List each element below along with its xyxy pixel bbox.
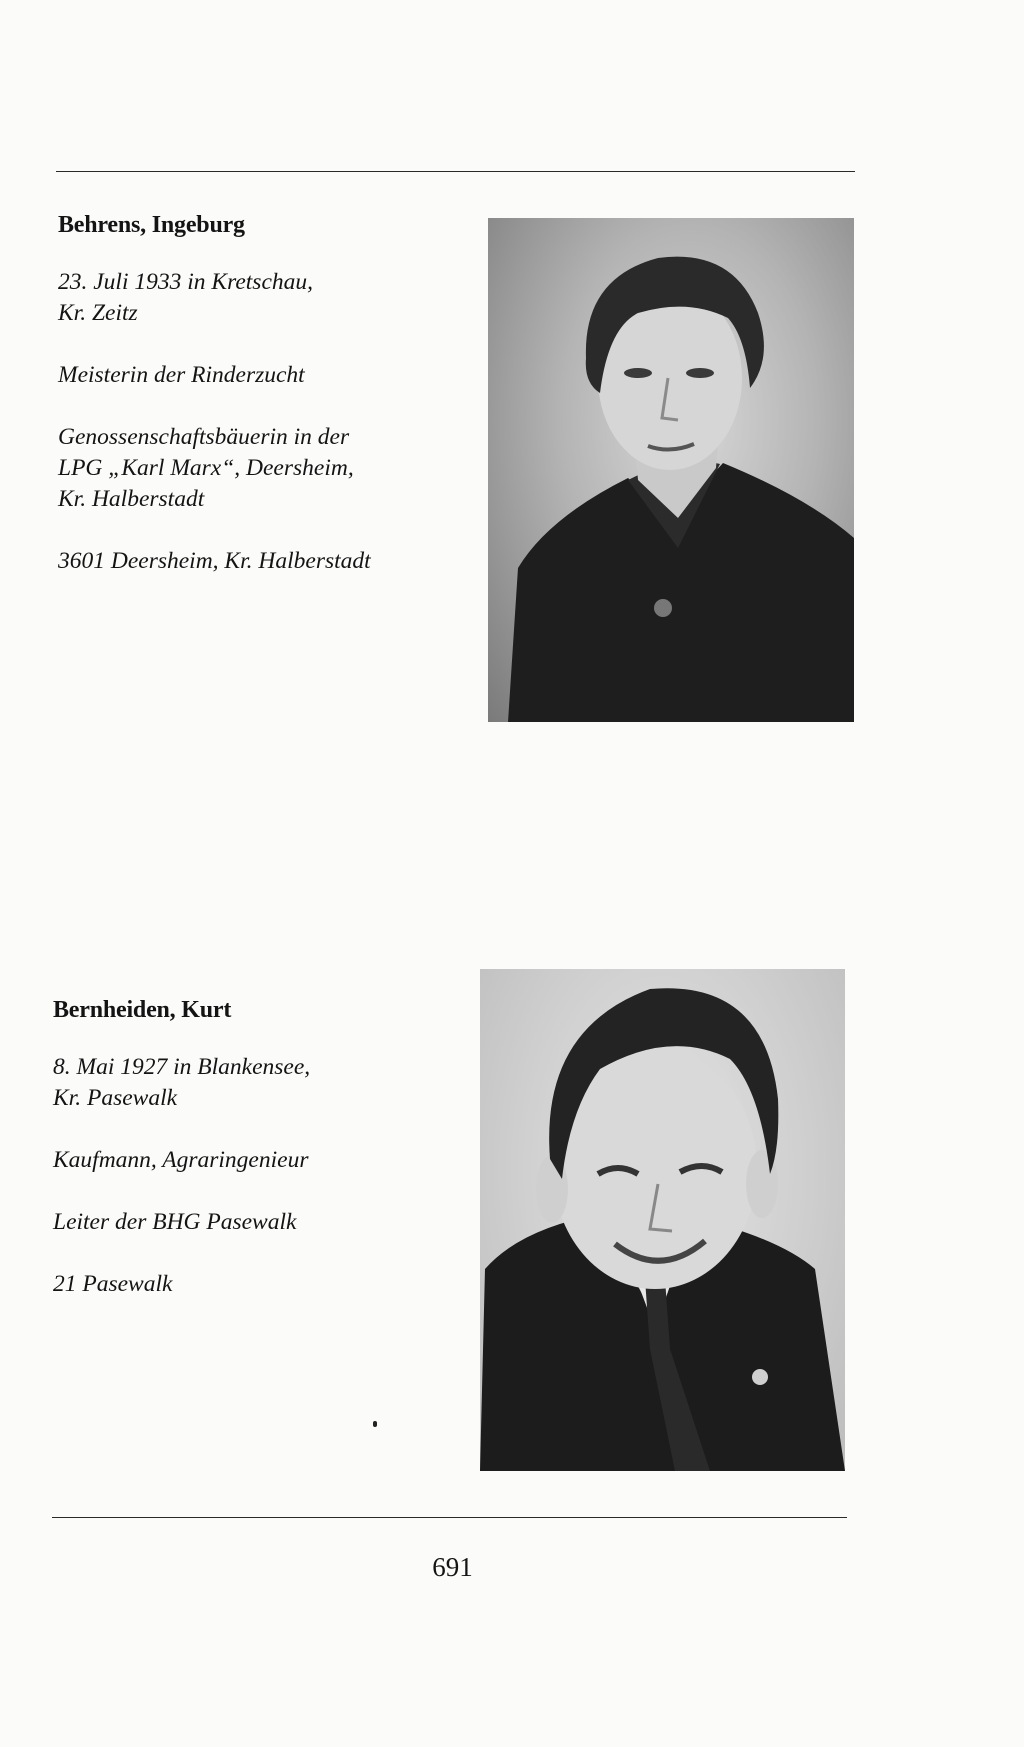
entry-birth: 23. Juli 1933 in Kretschau, Kr. Zeitz (58, 269, 314, 326)
entry-qualification: Meisterin der Rinderzucht (58, 362, 305, 388)
top-rule (56, 171, 855, 172)
bottom-rule (52, 1517, 847, 1518)
entry-position: Leiter der BHG Pasewalk (53, 1209, 297, 1235)
entry-birth: 8. Mai 1927 in Blankensee, Kr. Pasewalk (53, 1054, 311, 1111)
portrait-woman-photo (488, 218, 854, 722)
entry-position: Genossenschaftsbäuerin in der LPG „Karl Marx“, Deersheim, Kr. Halberstadt (58, 424, 354, 512)
entry-name: Behrens, Ingeburg (58, 212, 245, 238)
ink-speck (373, 1421, 377, 1427)
entry-address: 21 Pasewalk (53, 1271, 173, 1297)
portrait-man-photo (480, 969, 845, 1471)
entry-name: Bernheiden, Kurt (53, 997, 232, 1023)
entry-behrens (58, 210, 371, 608)
page-number: 691 (432, 1552, 473, 1582)
entry-bernheiden (53, 995, 310, 1331)
entry-qualification: Kaufmann, Agraringenieur (53, 1147, 309, 1173)
entry-address: 3601 Deersheim, Kr. Halberstadt (58, 548, 371, 574)
